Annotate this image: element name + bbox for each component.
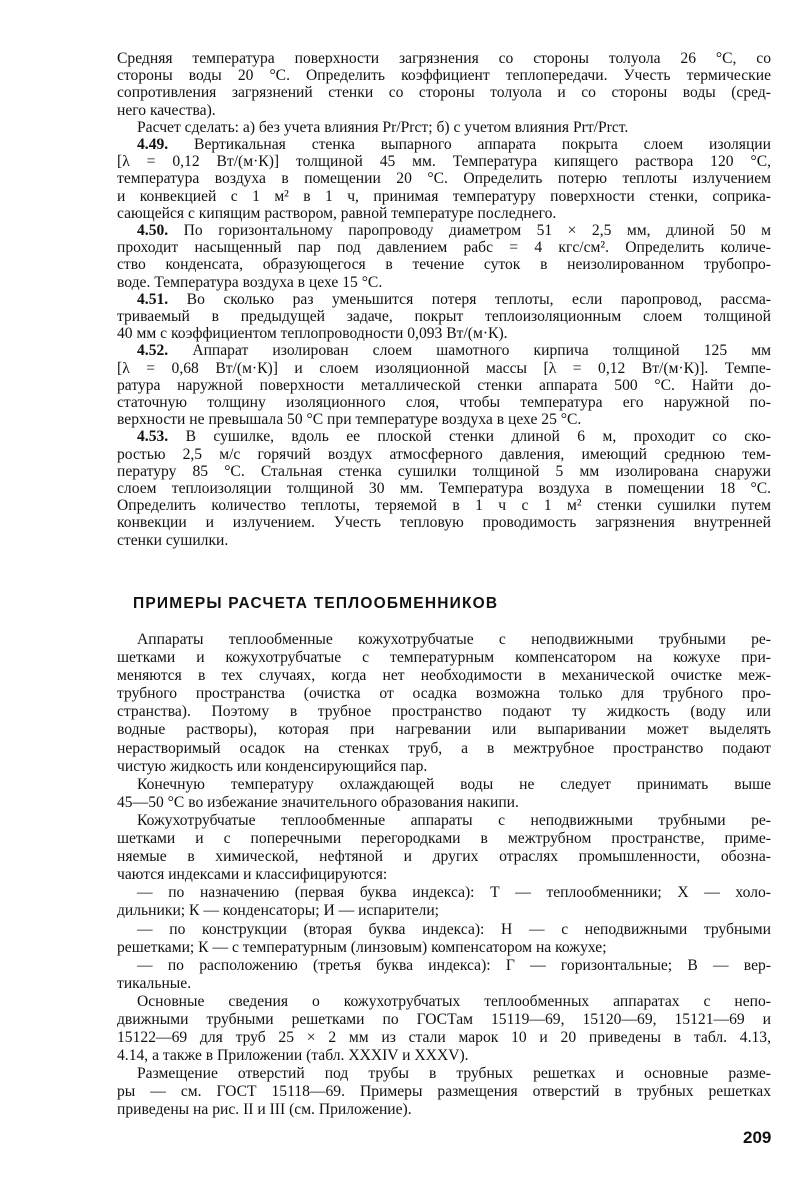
problem-paragraph — [117, 342, 771, 428]
text-line: приведены на рис. II и III (см. Приложение). — [117, 1101, 412, 1119]
text-line: 40 мм с коэффициентом теплопроводности 0,093 Вт/(м·К). — [117, 325, 508, 343]
text-line: ратура наружной поверхности металлической стенки аппарата 500 °С. Найти до- — [117, 376, 771, 394]
text-line: движными трубными решетками по ГОСТам 15119—69, 15120—69, 15121—69 и — [117, 1010, 771, 1028]
text-line: 4.14, а также в Приложении (табл. XXXIV и XXXV). — [117, 1047, 469, 1065]
problem-paragraph — [117, 222, 771, 291]
page-number: 209 — [743, 1128, 772, 1147]
text-line: решетками; К — с температурным (линзовым) компенсатором на кожухе; — [117, 938, 607, 956]
text-line — [117, 136, 771, 153]
text-line: Размещение отверстий под трубы в трубных решетках и основные разме- — [137, 1065, 771, 1083]
text-line: трубного пространства (очистка от осадка возможна только для трубного про- — [117, 685, 771, 703]
text-line: — по назначению (первая буква индекса): Т — теплообменники; Х — холо- — [137, 884, 771, 902]
text-line: пературу 85 °С. Стальная стенка сушилки толщиной 5 мм изолирована снаружи — [117, 462, 771, 480]
paragraph — [117, 921, 771, 957]
text-line: него качества). — [117, 101, 216, 119]
text-line: [λ = 0,12 Вт/(м·К)] толщиной 45 мм. Температура кипящего раствора 120 °С, — [117, 153, 771, 171]
text-line: Аппараты теплообменные кожухотрубчатые с неподвижными трубными ре- — [137, 631, 771, 648]
text-line: странства). Поэтому в трубное пространство подают ту жидкость (воду или — [117, 703, 771, 721]
text-line: няемые в химической, нефтяной и других отраслях промышленности, обозна- — [117, 848, 771, 866]
text-line: проходит насыщенный пар под давлением pабс = 4 кгс/см². Определить количе- — [117, 239, 771, 257]
problem-paragraph — [117, 291, 771, 343]
line-text: Во сколько раз уменьшится потеря теплоты, если паропровод, рассма- — [186, 290, 771, 308]
problem-number: 4.53. — [137, 428, 169, 446]
text-line: триваемый в предыдущей задаче, покрыт теплоизоляционным слоем толщиной — [117, 308, 771, 326]
problem-number: 4.50. — [137, 222, 169, 240]
paragraph — [117, 1065, 771, 1119]
problem-paragraph — [117, 136, 771, 222]
text-line — [117, 291, 771, 308]
paragraph — [117, 812, 771, 884]
line-text: Аппарат изолирован слоем шамотного кирпича толщиной 125 мм — [192, 342, 771, 360]
paragraph — [117, 884, 771, 920]
text-line: дильники; К — конденсаторы; И — испарители; — [117, 902, 439, 920]
text-line: Кожухотрубчатые теплообменные аппараты с неподвижными трубными ре- — [137, 811, 771, 829]
paragraph — [117, 631, 771, 776]
paragraph — [117, 993, 771, 1065]
text-line: ство конденсата, образующегося в течение суток в неизолированном трубопро- — [117, 256, 771, 274]
text-line: верхности не превышала 50 °С при температуре воздуха в цехе 25 °С. — [117, 411, 582, 429]
text-line: 15122—69 для труб 25 × 2 мм из стали марок 10 и 20 приведены в табл. 4.13, — [117, 1029, 771, 1047]
problem-number: 4.52. — [137, 342, 169, 360]
text-line: Основные сведения о кожухотрубчатых теплообменных аппаратах с непо- — [137, 992, 771, 1010]
text-line: чаются индексами и классифицируются: — [117, 866, 388, 884]
text-line: шетками и с поперечными перегородками в межтрубном пространстве, приме- — [117, 830, 771, 848]
text-line: и конвекцией с 1 м² в 1 ч, принимая температуру поверхности стенки, соприка- — [117, 187, 771, 205]
problems-section — [117, 50, 771, 549]
text-line: [λ = 0,68 Вт/(м·К)] и слоем изоляционной массы [λ = 0,12 Вт/(м·К)]. Темпе- — [117, 359, 771, 377]
text-line — [117, 222, 771, 239]
paragraph — [117, 50, 771, 119]
text-line — [117, 428, 771, 445]
text-line: стенки сушилки. — [117, 531, 229, 549]
text-line: статочную толщину изоляционного слоя, чтобы температура его наружной по- — [117, 394, 771, 412]
text-line: нерастворимый осадок на стенках труб, а в межтрубное пространство подают — [117, 739, 771, 757]
text-line: меняются в тех случаях, когда нет необходимости в механической очистке меж- — [117, 667, 771, 685]
line-text: В сушилке, вдоль ее плоской стенки длиной 6 м, проходит со ско- — [185, 428, 771, 446]
text-line: шетками и кожухотрубчатые с температурным компенсатором на кожухе при- — [117, 649, 771, 667]
text-line: воде. Температура воздуха в цехе 15 °С. — [117, 273, 383, 291]
text-line: ры — см. ГОСТ 15118—69. Примеры размещения отверстий в трубных решетках — [117, 1083, 771, 1101]
section-heading: ПРИМЕРЫ РАСЧЕТА ТЕПЛООБМЕННИКОВ — [133, 595, 499, 612]
text-line: стороны воды 20 °С. Определить коэффициент теплопередачи. Учесть термические — [117, 67, 771, 85]
text-line: ростью 2,5 м/с горячий воздух атмосферного давления, имеющий среднюю тем- — [117, 445, 771, 463]
line-text: Вертикальная стенка выпарного аппарата покрыта слоем изоляции — [194, 136, 771, 154]
problem-number: 4.51. — [137, 290, 169, 308]
text-line: чистую жидкость или конденсирующийся пар. — [117, 757, 428, 775]
line-text: По горизонтальному паропроводу диаметром 51 × 2,5 мм, длиной 50 м — [183, 222, 771, 240]
paragraph — [117, 119, 771, 136]
text-line: — по расположению (третья буква индекса): Г — горизонтальные; В — вер- — [137, 956, 771, 974]
text-line: слоем теплоизоляции толщиной 30 мм. Температура воздуха в помещении 18 °С. — [117, 480, 771, 498]
text-line: сающейся с кипящим раствором, равной температуре последнего. — [117, 204, 557, 222]
text-line: 45—50 °С во избежание значительного образования накипи. — [117, 793, 519, 811]
text-line: Конечную температуру охлаждающей воды не следует принимать выше — [137, 775, 771, 793]
text-line: водные растворы), которая при нагревании или выпаривании может выделять — [117, 721, 771, 739]
text-line: — по конструкции (вторая буква индекса): Н — с неподвижными трубными — [137, 920, 771, 938]
problem-paragraph — [117, 428, 771, 548]
problem-number: 4.49. — [137, 136, 169, 154]
text-line: температура воздуха в помещении 20 °С. Определить потерю теплоты излучением — [117, 170, 771, 188]
text-line: тикальные. — [117, 974, 192, 992]
heat-exchanger-section — [117, 631, 771, 1120]
paragraph — [117, 776, 771, 812]
paragraph — [117, 957, 771, 993]
text-line — [117, 342, 771, 359]
text-line: сопротивления загрязнений стенки со стороны толуола и со стороны воды (сред- — [117, 84, 771, 102]
text-line: Расчет сделать: а) без учета влияния Pr/Prст; б) с учетом влияния Prт/Prст. — [137, 118, 629, 136]
text-line: Средняя температура поверхности загрязнения со стороны толуола 26 °С, со — [117, 50, 771, 67]
text-line: Определить количество теплоты, теряемой в 1 ч с 1 м² стенки сушилки путем — [117, 497, 771, 515]
text-line: конвекции и излучением. Учесть тепловую проводимость загрязнения внутренней — [117, 514, 771, 532]
